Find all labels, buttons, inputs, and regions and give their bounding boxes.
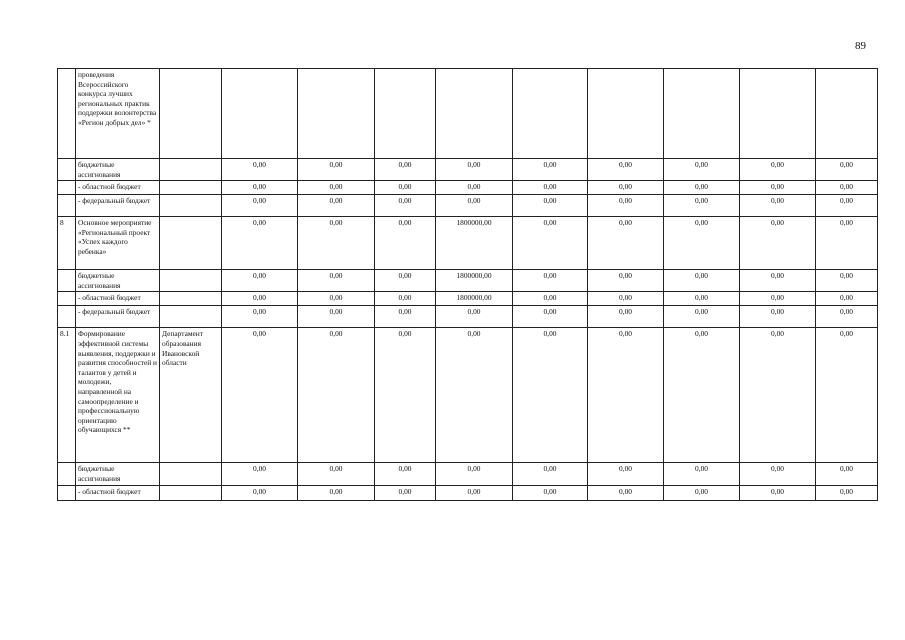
value-cell: 0,00 (513, 181, 588, 195)
value-cell: 0,00 (664, 159, 740, 181)
value-cell: 0,00 (298, 217, 375, 270)
value-cell (513, 69, 588, 159)
value-cell (664, 69, 740, 159)
value-cell: 0,00 (375, 328, 436, 463)
value-cell: 0,00 (513, 159, 588, 181)
value-cell: 0,00 (375, 159, 436, 181)
value-cell: 0,00 (513, 463, 588, 485)
value-cell: 0,00 (222, 463, 298, 485)
value-cell: 0,00 (664, 328, 740, 463)
value-cell: 0,00 (298, 270, 375, 292)
row-executor-cell (160, 217, 222, 270)
value-cell: 0,00 (588, 195, 664, 217)
value-cell: 0,00 (664, 306, 740, 328)
value-cell: 0,00 (816, 306, 878, 328)
value-cell: 0,00 (588, 292, 664, 306)
value-cell: 0,00 (588, 306, 664, 328)
value-cell: 0,00 (513, 328, 588, 463)
value-cell (436, 69, 513, 159)
row-name-cell: Формирование эффективной системы выявления, поддержки и развития способностей и талантов у детей и молодежи, направленной на самоопределение и профессиональную ориентацию обучающихся ** (76, 328, 160, 463)
value-cell: 0,00 (664, 292, 740, 306)
value-cell: 0,00 (436, 181, 513, 195)
value-cell: 0,00 (436, 159, 513, 181)
row-index-cell (58, 181, 76, 195)
value-cell: 0,00 (513, 217, 588, 270)
value-cell: 0,00 (816, 292, 878, 306)
value-cell: 0,00 (740, 270, 816, 292)
value-cell: 0,00 (298, 328, 375, 463)
table-row (58, 463, 878, 485)
row-executor-cell (160, 69, 222, 159)
value-cell: 0,00 (222, 159, 298, 181)
value-cell: 0,00 (588, 485, 664, 500)
row-name-cell: бюджетные ассигнования (76, 270, 160, 292)
value-cell: 0,00 (816, 463, 878, 485)
row-index-cell (58, 159, 76, 181)
row-name-cell: бюджетные ассигнования (76, 159, 160, 181)
row-name-cell: - областной бюджет (76, 485, 160, 500)
value-cell: 0,00 (298, 485, 375, 500)
row-index-cell (58, 270, 76, 292)
value-cell (588, 69, 664, 159)
row-name-cell: - областной бюджет (76, 292, 160, 306)
value-cell: 0,00 (664, 270, 740, 292)
row-executor-cell: Департамент образования Ивановской области (160, 328, 222, 463)
table-row (58, 181, 878, 195)
row-executor-cell (160, 485, 222, 500)
value-cell: 0,00 (816, 270, 878, 292)
value-cell: 0,00 (513, 485, 588, 500)
row-index-cell (58, 292, 76, 306)
row-index-cell (58, 69, 76, 159)
row-executor-cell (160, 463, 222, 485)
value-cell (816, 69, 878, 159)
value-cell: 0,00 (436, 463, 513, 485)
value-cell (375, 69, 436, 159)
value-cell: 0,00 (588, 159, 664, 181)
value-cell: 0,00 (740, 485, 816, 500)
value-cell: 0,00 (588, 270, 664, 292)
value-cell: 0,00 (222, 485, 298, 500)
value-cell: 0,00 (436, 306, 513, 328)
value-cell: 0,00 (740, 195, 816, 217)
value-cell: 0,00 (298, 292, 375, 306)
value-cell (222, 69, 298, 159)
value-cell: 0,00 (664, 217, 740, 270)
row-executor-cell (160, 306, 222, 328)
value-cell: 0,00 (740, 159, 816, 181)
value-cell: 0,00 (222, 328, 298, 463)
table-row (58, 195, 878, 217)
row-index-cell: 8.1 (58, 328, 76, 463)
table-row (58, 69, 878, 159)
value-cell: 0,00 (375, 463, 436, 485)
row-name-cell: - областной бюджет (76, 181, 160, 195)
value-cell: 0,00 (588, 217, 664, 270)
row-name-cell: бюджетные ассигнования (76, 463, 160, 485)
value-cell: 0,00 (298, 463, 375, 485)
value-cell: 0,00 (664, 485, 740, 500)
value-cell: 0,00 (298, 181, 375, 195)
row-executor-cell (160, 292, 222, 306)
value-cell: 0,00 (436, 485, 513, 500)
value-cell: 0,00 (816, 181, 878, 195)
budget-table (57, 68, 878, 501)
value-cell: 0,00 (740, 306, 816, 328)
row-executor-cell (160, 195, 222, 217)
value-cell: 0,00 (816, 217, 878, 270)
value-cell: 0,00 (513, 195, 588, 217)
table-row (58, 159, 878, 181)
table-row (58, 485, 878, 500)
value-cell: 0,00 (436, 195, 513, 217)
value-cell: 0,00 (740, 217, 816, 270)
value-cell: 0,00 (375, 195, 436, 217)
value-cell: 0,00 (664, 181, 740, 195)
value-cell: 0,00 (298, 159, 375, 181)
row-index-cell (58, 485, 76, 500)
value-cell: 0,00 (375, 292, 436, 306)
row-executor-cell (160, 270, 222, 292)
value-cell: 0,00 (222, 195, 298, 217)
value-cell: 0,00 (298, 195, 375, 217)
row-index-cell: 8 (58, 217, 76, 270)
value-cell: 0,00 (816, 159, 878, 181)
value-cell: 0,00 (298, 306, 375, 328)
value-cell: 0,00 (222, 306, 298, 328)
value-cell: 0,00 (222, 292, 298, 306)
value-cell: 0,00 (740, 463, 816, 485)
value-cell: 0,00 (664, 195, 740, 217)
value-cell: 0,00 (513, 306, 588, 328)
value-cell: 0,00 (588, 181, 664, 195)
table-row (58, 328, 878, 463)
value-cell: 0,00 (222, 270, 298, 292)
budget-table-body (58, 69, 878, 501)
value-cell: 1800000,00 (436, 217, 513, 270)
row-executor-cell (160, 159, 222, 181)
row-name-cell: - федеральный бюджет (76, 306, 160, 328)
value-cell: 0,00 (740, 181, 816, 195)
value-cell: 0,00 (375, 306, 436, 328)
value-cell: 0,00 (816, 485, 878, 500)
value-cell: 0,00 (375, 217, 436, 270)
value-cell: 0,00 (740, 328, 816, 463)
value-cell: 1800000,00 (436, 270, 513, 292)
value-cell: 0,00 (740, 292, 816, 306)
row-name-cell: Основное мероприятие «Региональный проект «Успех каждого ребенка» (76, 217, 160, 270)
row-name-cell: проведения Всероссийского конкурса лучших региональных практик поддержки волонтерства «Регион добрых дел» * (76, 69, 160, 159)
value-cell: 0,00 (816, 328, 878, 463)
value-cell: 0,00 (513, 270, 588, 292)
row-index-cell (58, 463, 76, 485)
value-cell: 0,00 (588, 328, 664, 463)
row-index-cell (58, 195, 76, 217)
value-cell: 0,00 (816, 195, 878, 217)
table-row (58, 270, 878, 292)
row-index-cell (58, 306, 76, 328)
value-cell: 0,00 (375, 485, 436, 500)
table-row (58, 292, 878, 306)
value-cell: 0,00 (436, 328, 513, 463)
value-cell: 0,00 (222, 217, 298, 270)
value-cell: 1800000,00 (436, 292, 513, 306)
row-executor-cell (160, 181, 222, 195)
value-cell: 0,00 (375, 270, 436, 292)
value-cell (740, 69, 816, 159)
value-cell: 0,00 (513, 292, 588, 306)
value-cell: 0,00 (664, 463, 740, 485)
table-row (58, 217, 878, 270)
row-name-cell: - федеральный бюджет (76, 195, 160, 217)
value-cell: 0,00 (588, 463, 664, 485)
table-row (58, 306, 878, 328)
value-cell (298, 69, 375, 159)
value-cell: 0,00 (375, 181, 436, 195)
value-cell: 0,00 (222, 181, 298, 195)
page-number: 89 (855, 40, 866, 52)
